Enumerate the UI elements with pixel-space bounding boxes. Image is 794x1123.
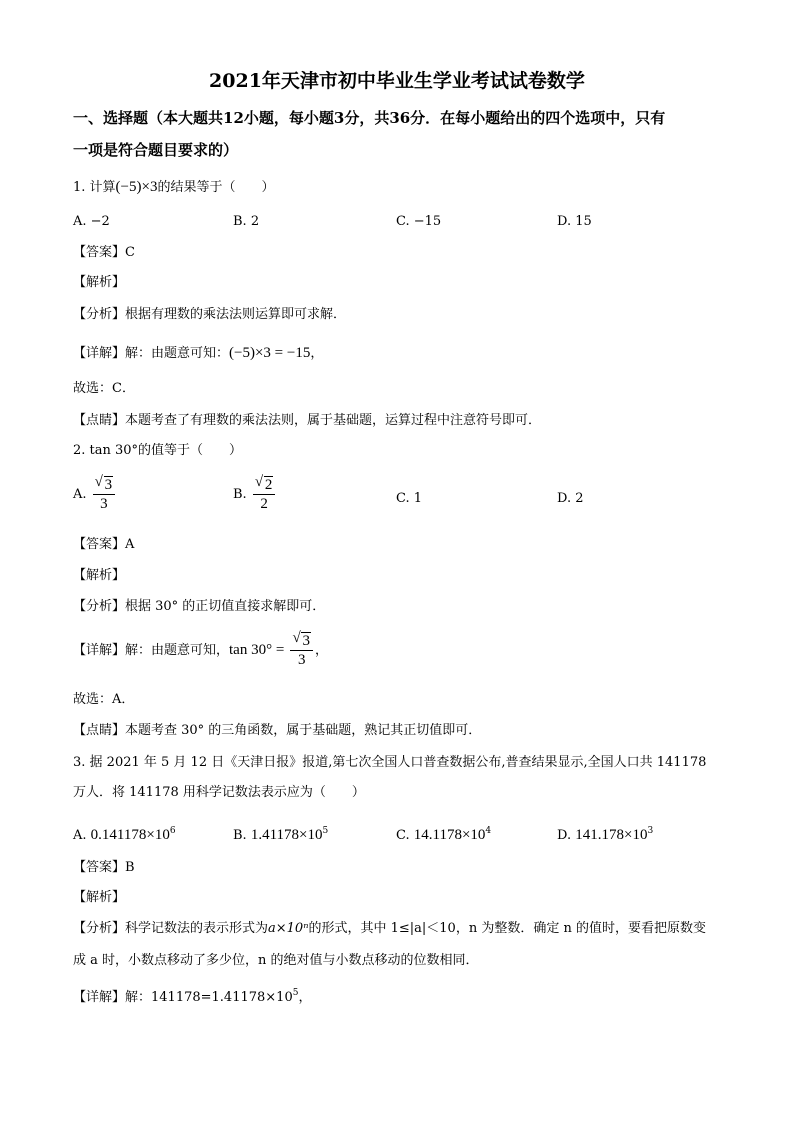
q3-option-d-label: D. bbox=[557, 828, 572, 843]
q3-option-a-base: 0.141178×10 bbox=[90, 827, 170, 843]
q2-detail-numerator: 3 bbox=[302, 633, 310, 649]
q3-option-c-label: C. bbox=[396, 828, 410, 843]
q3-fenxi-prefix: 【分析】科学记数法的表示形式为 bbox=[73, 921, 269, 936]
q1-fenxi: 【分析】根据有理数的乘法法则运算即可求解． bbox=[73, 307, 347, 322]
q3-option-a-exponent: 6 bbox=[169, 826, 176, 836]
q2-choose: 故选：A． bbox=[73, 692, 135, 707]
q2-option-d: D. 2 bbox=[557, 491, 584, 506]
q2-option-a bbox=[73, 476, 117, 513]
q3-detail-suffix: ， bbox=[298, 990, 312, 1005]
q2-detail bbox=[73, 632, 328, 669]
q2-comment: 【点睛】本题考查 30° 的三角函数，属于基础题，熟记其正切值即可． bbox=[73, 723, 482, 738]
q3-option-b-exponent: 5 bbox=[322, 826, 329, 836]
q1-option-d: D. 15 bbox=[557, 214, 592, 229]
q2-detail-denominator: 3 bbox=[297, 652, 306, 668]
q1-option-b: B. 2 bbox=[233, 214, 260, 229]
section-heading-line2: 一项是符合题目要求的） bbox=[73, 141, 239, 159]
q1-suffix: 的结果等于（ ） bbox=[157, 180, 275, 195]
q3-fenxi-line1 bbox=[73, 919, 706, 939]
q3-option-a-label: A. bbox=[73, 828, 87, 843]
question-3-stem-line2: 万人．将 141178 用科学记数法表示应为（ ） bbox=[73, 785, 365, 800]
q1-option-a: A. −2 bbox=[73, 214, 110, 229]
section-heading-line1: 一、选择题（本大题共12小题，每小题3分，共36分．在每小题给出的四个选项中，只有 bbox=[73, 109, 666, 127]
q3-option-c-exponent: 4 bbox=[485, 826, 492, 836]
q2-option-c: C. 1 bbox=[396, 491, 423, 506]
q2-detail-lhs: tan 30° = bbox=[229, 642, 285, 658]
page-title: 2021年天津市初中毕业生学业考试试卷数学 bbox=[209, 70, 585, 92]
q3-fenxi-rest: 的形式，其中 1≤|a|＜10，n 为整数．确定 n 的值时，要看把原数变 bbox=[308, 921, 706, 936]
q2-fenxi: 【分析】根据 30° 的正切值直接求解即可． bbox=[73, 599, 326, 614]
q1-prefix: 1. 计算 bbox=[73, 180, 116, 195]
q2-option-b-label: B. bbox=[233, 487, 247, 502]
q1-detail bbox=[73, 343, 323, 364]
q2-option-b-numerator: 2 bbox=[264, 477, 273, 493]
q1-choose: 故选：C． bbox=[73, 381, 135, 396]
q2-detail-prefix: 【详解】解：由题意可知， bbox=[73, 643, 230, 658]
q2-option-b-fraction: √ 2 2 bbox=[253, 476, 276, 513]
q3-detail bbox=[73, 983, 311, 1008]
q2-option-a-denominator: 3 bbox=[100, 496, 108, 512]
question-3-stem-line1: 3. 据 2021 年 5 月 12 日《天津日报》报道,第七次全国人口普查数据公布,普查结果显示,全国人口共 141178 bbox=[73, 755, 707, 770]
q1-option-c: C. −15 bbox=[396, 214, 442, 229]
q1-answer: 【答案】C bbox=[73, 245, 135, 260]
q3-answer: 【答案】B bbox=[73, 860, 135, 875]
q1-detail-suffix: ， bbox=[310, 346, 324, 361]
q1-detail-prefix: 【详解】解：由题意可知： bbox=[73, 346, 230, 361]
q3-detail-exponent: 5 bbox=[292, 988, 299, 998]
q2-option-a-label: A. bbox=[73, 487, 87, 502]
q3-option-b-label: B. bbox=[233, 828, 247, 843]
q1-expression: (−5)×3 bbox=[115, 179, 158, 195]
q3-option-c bbox=[396, 821, 491, 846]
q3-option-d bbox=[557, 821, 653, 846]
q3-option-b-base: 1.41178×10 bbox=[250, 827, 323, 843]
q3-option-c-base: 14.1178×10 bbox=[413, 827, 486, 843]
q1-analysis-label: 【解析】 bbox=[73, 275, 126, 290]
q2-option-a-fraction: √ 3 3 bbox=[93, 476, 116, 513]
q3-option-d-exponent: 3 bbox=[647, 826, 654, 836]
q2-detail-suffix: ， bbox=[314, 643, 328, 658]
q1-comment: 【点睛】本题考查了有理数的乘法法则，属于基础题，运算过程中注意符号即可． bbox=[73, 413, 542, 428]
q1-detail-expression: (−5)×3 = −15 bbox=[229, 345, 311, 361]
q2-answer: 【答案】A bbox=[73, 537, 135, 552]
q3-analysis-label: 【解析】 bbox=[73, 890, 126, 905]
q2-option-b-denominator: 2 bbox=[260, 496, 268, 512]
q2-option-a-numerator: 3 bbox=[104, 477, 113, 493]
q3-option-b bbox=[233, 821, 328, 846]
q2-detail-fraction: √ 3 3 bbox=[290, 632, 313, 669]
q3-detail-prefix: 【详解】解：141178=1.41178×10 bbox=[73, 990, 293, 1005]
question-2-stem: 2. tan 30°的值等于（ ） bbox=[73, 443, 243, 458]
question-1-stem bbox=[73, 177, 274, 198]
q3-fenxi-line2: 成 a 时，小数点移动了多少位，n 的绝对值与小数点移动的位数相同． bbox=[73, 953, 479, 968]
q2-option-b bbox=[233, 476, 277, 513]
q3-option-d-base: 141.178×10 bbox=[575, 827, 648, 843]
q3-option-a bbox=[73, 821, 176, 846]
q2-analysis-label: 【解析】 bbox=[73, 568, 126, 583]
q3-fenxi-form: a×10ⁿ bbox=[268, 921, 309, 936]
